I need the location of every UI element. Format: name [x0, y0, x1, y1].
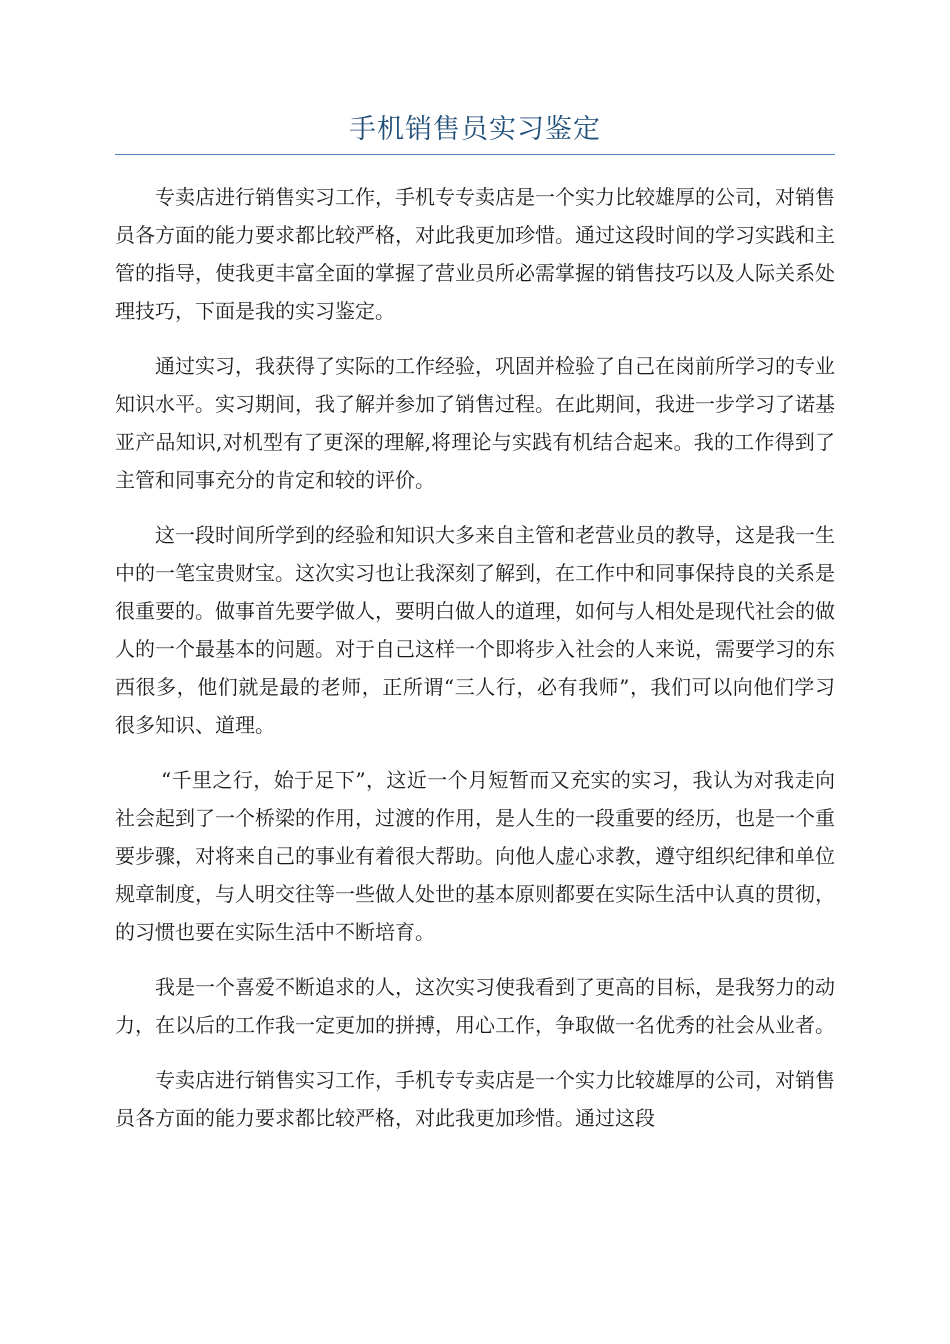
document-body [115, 178, 835, 1154]
paragraph-6: 专卖店进行销售实习工作，手机专专卖店是一个实力比较雄厚的公司，对销售员各方面的能力要求都比较严格，对此我更加珍惜。通过这段 [115, 1068, 835, 1130]
paragraph-4: “千里之行，始于足下”，这近一个月短暂而又充实的实习，我认为对我走向社会起到了一个桥梁的作用，过渡的作用，是人生的一段重要的经历，也是一个重要步骤，对将来自己的事业有着很大帮助。向他人虚心求教，遵守组织纪律和单位规章制度，与人明交往等一些做人处世的基本原则都要在实际生活中认真的贯彻，的习惯也要在实际生活中不断培育。 [115, 768, 835, 944]
paragraph-5: 我是一个喜爱不断追求的人，这次实习使我看到了更高的目标，是我努力的动力，在以后的工作我一定更加的拼搏，用心工作，争取做一名优秀的社会从业者。 [115, 975, 835, 1037]
paragraph-2: 通过实习，我获得了实际的工作经验，巩固并检验了自己在岗前所学习的专业知识水平。实习期间，我了解并参加了销售过程。在此期间，我进一步学习了诺基亚产品知识,对机型有了更深的理解,将理论与实践有机结合起来。我的工作得到了主管和同事充分的肯定和较的评价。 [115, 354, 835, 492]
document-title: 手机销售员实习鉴定 [349, 114, 601, 145]
paragraph-1: 专卖店进行销售实习工作，手机专专卖店是一个实力比较雄厚的公司，对销售员各方面的能力要求都比较严格，对此我更加珍惜。通过这段时间的学习实践和主管的指导，使我更丰富全面的掌握了营业员所必需掌握的销售技巧以及人际关系处理技巧，下面是我的实习鉴定。 [115, 185, 835, 323]
title-underline [115, 154, 835, 155]
paragraph-3: 这一段时间所学到的经验和知识大多来自主管和老营业员的教导，这是我一生中的一笔宝贵财宝。这次实习也让我深刻了解到，在工作中和同事保持良的关系是很重要的。做事首先要学做人，要明白做人的道理，如何与人相处是现代社会的做人的一个最基本的问题。对于自己这样一个即将步入社会的人来说，需要学习的东西很多，他们就是最的老师，正所谓“三人行，必有我师”，我们可以向他们学习很多知识、道理。 [115, 523, 835, 737]
